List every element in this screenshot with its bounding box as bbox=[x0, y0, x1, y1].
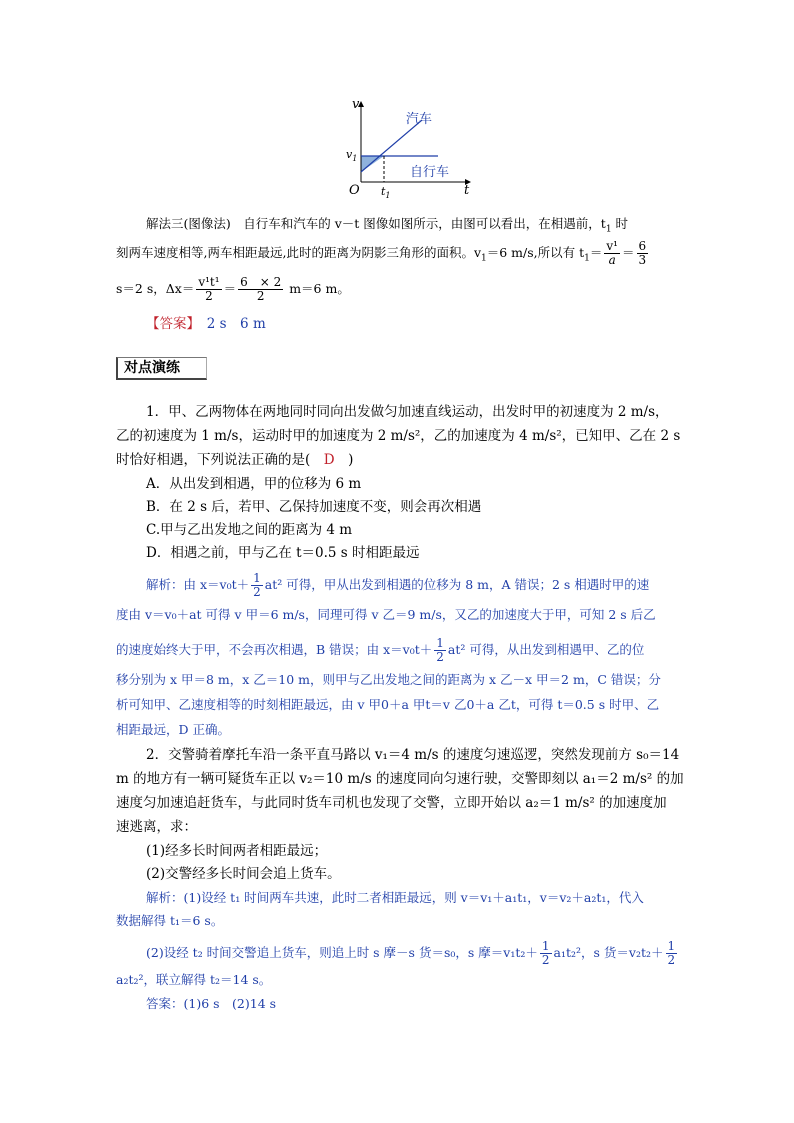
method3-line3: s＝2 s，Δx＝ $\frac{\text{v¹t¹}}{2}$ ＝ $\frac{6 \times 2}{2}$ m＝6 m。 bbox=[116, 275, 350, 303]
q2-stem-line2: m 的地方有一辆可疑货车正以 v₂＝10 m/s 的速度同向匀速行驶，交警即刻以 a₁＝2 m/s² 的加 bbox=[116, 771, 684, 787]
bike-label: 自行车 bbox=[410, 165, 450, 180]
method3-line1: 解法三(图像法) 自行车和汽车的 v－t 图像如图所示，由图可以看出，在相遇前，$t_1$ 时 bbox=[146, 216, 629, 235]
method3-line2: 刻两车速度相等,两车相距最远,此时的距离为阴影三角形的面积。$v_1=6$ m/s,所以有 $t_1=$ $\frac{\text{v¹}}{a}$ ＝ $\frac{6}{3}$ bbox=[116, 239, 647, 267]
q1-solution-line3: 的速度始终大于甲，不会再次相遇，B 错误；由 x＝v₀t＋ $\frac{1}{2}$ at² 可得，从出发到相遇甲、乙的位 bbox=[116, 636, 645, 664]
car-label: 汽车 bbox=[406, 112, 433, 127]
q1-stem-line3: 时恰好相遇，下列说法正确的是( D ) bbox=[116, 452, 354, 468]
q1-option-d: D．相遇之前，甲与乙在 t＝0.5 s 时相距最远 bbox=[146, 545, 420, 561]
q2-solution-line4: a₂t₂²，联立解得 t₂＝14 s。 bbox=[116, 972, 272, 987]
vt-graph bbox=[340, 96, 480, 198]
origin-label: O bbox=[349, 183, 360, 198]
q1-stem-line2: 乙的初速度为 1 m/s，运动时甲的加速度为 2 m/s²，乙的加速度为 4 m/s²，已知甲、乙在 2 s bbox=[116, 428, 681, 444]
q2-stem-line3: 速度匀加速追赶货车，与此同时货车司机也发现了交警，立即开始以 a₂＝1 m/s² 的加速度加 bbox=[116, 795, 667, 811]
q1-solution-line1: 解析：由 x＝v₀t＋ $\frac{1}{2}$ at² 可得，甲从出发到相遇的位移为 8 m，A 错误；2 s 相遇时甲的速 bbox=[146, 571, 650, 599]
q1-stem-line1: 1．甲、乙两物体在两地同时同向出发做匀加速直线运动，出发时甲的初速度为 2 m/s， bbox=[146, 404, 669, 420]
q1-option-c: C.甲与乙出发地之间的距离为 4 m bbox=[146, 522, 353, 538]
fraction-6-over-3: $\frac{6}{3}$ bbox=[638, 239, 647, 267]
q1-option-b: B．在 2 s 后，若甲、乙保持加速度不变，则会再次相遇 bbox=[146, 499, 482, 515]
fraction-6x2-over-2: $\frac{6 \times 2}{2}$ bbox=[240, 275, 282, 303]
q1-solution-line6: 相距最远，D 正确。 bbox=[116, 722, 230, 737]
fraction-v1t1-over-2: $\frac{\text{v¹t¹}}{2}$ bbox=[198, 275, 220, 303]
q2-stem-line4: 速逃离，求： bbox=[116, 819, 197, 835]
q2-solution-line3: (2)设经 t₂ 时间交警追上货车，则追上时 s 摩－s 货＝s₀，s 摩＝v₁t₂＋ $\frac{1}{2}$ a₁t₂²，s 货＝v₂t₂＋ $\frac{1}{2}$ bbox=[146, 939, 676, 967]
t1-label: $t_1$ bbox=[381, 185, 391, 198]
fraction-v1-over-a: $\frac{\text{v¹}}{a}$ bbox=[606, 239, 618, 267]
v1-label: $v_1$ bbox=[346, 148, 358, 163]
method3-answer: 【答案】 2 s 6 m bbox=[146, 316, 266, 332]
q2-sub1: (1)经多长时间两者相距最远； bbox=[146, 843, 328, 859]
q1-solution-line4: 移分别为 x 甲＝8 m，x 乙＝10 m，则甲与乙出发地之间的距离为 x 乙－x 甲＝2 m，C 错误；分 bbox=[116, 672, 661, 687]
section-title: 对点演练 bbox=[116, 357, 207, 380]
q2-answer: 答案：(1)6 s (2)14 s bbox=[146, 996, 277, 1011]
q1-solution-line5: 析可知甲、乙速度相等的时刻相距最远，由 v 甲0＋a 甲t＝v 乙0＋a 乙t，可得 t＝0.5 s 时甲、乙 bbox=[116, 697, 660, 712]
q1-answer: D bbox=[323, 452, 335, 468]
q2-solution-line1: 解析：(1)设经 t₁ 时间两车共速，此时二者相距最远，则 v＝v₁＋a₁t₁，v＝v₂＋a₂t₁，代入 bbox=[146, 890, 644, 905]
t-axis-label: t bbox=[464, 183, 470, 198]
q1-solution-line2: 度由 v＝v₀＋at 可得 v 甲＝6 m/s，同理可得 v 乙＝9 m/s，又乙的加速度大于甲，可知 2 s 后乙 bbox=[116, 607, 656, 622]
q2-stem-line1: 2．交警骑着摩托车沿一条平直马路以 v₁＝4 m/s 的速度匀速巡逻，突然发现前方 s₀＝14 bbox=[146, 747, 680, 763]
v-axis-label: v bbox=[352, 97, 360, 112]
q2-solution-line2: 数据解得 t₁＝6 s。 bbox=[116, 913, 224, 928]
q2-sub2: (2)交警经多长时间会追上货车。 bbox=[146, 866, 341, 882]
q1-option-a: A．从出发到相遇，甲的位移为 6 m bbox=[146, 476, 362, 492]
